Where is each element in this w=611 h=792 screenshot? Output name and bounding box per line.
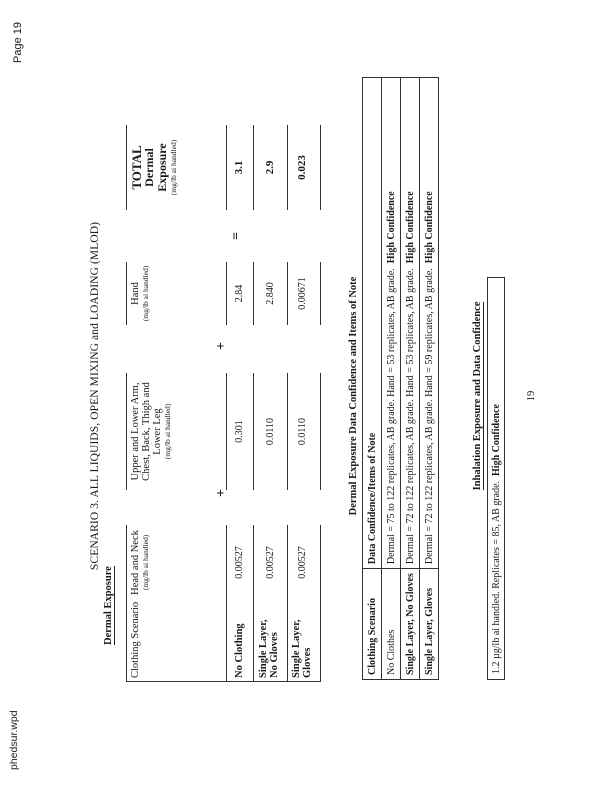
rule: [320, 125, 321, 210]
rule: [320, 262, 321, 325]
file-name-label: phedsur.wpd: [8, 710, 20, 770]
rule: [226, 373, 227, 490]
confidence-level: High Confidence: [385, 191, 397, 264]
row-label-single-layer-no-gloves: Single Layer, No Gloves: [258, 619, 280, 678]
row-label-single-layer-gloves: Single Layer, Gloves: [291, 619, 313, 678]
col-header-total-line1: TOTAL: [129, 145, 144, 190]
page-header-label: Page 19: [12, 22, 24, 63]
cell-total: 2.9: [264, 160, 276, 175]
col-header-total: [130, 125, 178, 210]
rule: [287, 262, 288, 325]
cell-total: 3.1: [233, 160, 245, 175]
col-header-upper: [130, 373, 172, 490]
header-clothing-scenario: Clothing Scenario: [363, 569, 382, 680]
unit-label: (mg/lb ai handled): [169, 139, 178, 196]
rule: [320, 373, 321, 490]
rule: [126, 125, 127, 210]
scenario-title: SCENARIO 3. ALL LIQUIDS, OPEN MIXING and LOADING (MLOD): [89, 221, 101, 571]
inhalation-confidence: High Confidence: [491, 404, 502, 476]
rule: [253, 125, 254, 210]
rule: [126, 373, 127, 490]
inhalation-title-text: Inhalation Exposure and Data Confidence: [472, 301, 483, 491]
note-text: Dermal = 72 to 122 replicates, AB grade. Hand = 59 replicates, AB grade.: [423, 268, 435, 565]
table-header-row: [363, 78, 382, 680]
rule: [226, 525, 227, 600]
col-header-total-line2: Dermal Exposure: [142, 143, 169, 192]
unit-label: (mg/lb ai handled): [163, 403, 172, 460]
cell-scenario: No Clothes: [382, 569, 401, 680]
cell-scenario: Single Layer, No Gloves: [401, 569, 420, 680]
cell-upper: 0.0110: [265, 417, 276, 446]
cell-note: [382, 78, 401, 569]
table-row: [382, 78, 401, 680]
rule: [287, 525, 288, 600]
page-number-footer: 19: [526, 390, 537, 402]
row-label-no-clothing: No Clothing: [234, 623, 245, 678]
inhalation-box: [487, 277, 505, 680]
unit-label: (mg/lb ai handled): [141, 265, 150, 322]
cell-note: [420, 78, 439, 569]
cell-hand: 0.00671: [297, 277, 308, 310]
cell-head-neck: 0.00527: [234, 546, 245, 579]
table-row: [420, 78, 439, 680]
header-data-confidence: Data Confidence/Items of Note: [363, 78, 382, 569]
equals-operator: =: [229, 232, 244, 240]
rule: [253, 262, 254, 325]
plus-operator: +: [214, 342, 229, 350]
rule: [253, 373, 254, 490]
note-text: Dermal = 75 to 122 replicates, AB grade. Hand = 53 replicates, AB grade.: [385, 268, 397, 565]
col-header-head-neck: [130, 525, 150, 600]
cell-head-neck: 0.00527: [297, 546, 308, 579]
rule: [126, 525, 127, 600]
cell-scenario: Single Layer, Gloves: [420, 569, 439, 680]
cell-note: [401, 78, 420, 569]
cell-head-neck: 0.00527: [265, 546, 276, 579]
rule: [226, 262, 227, 325]
cell-total: 0.023: [296, 155, 308, 180]
inhalation-title: [472, 0, 483, 792]
col-header-head-neck-text: Head and Neck: [130, 530, 141, 595]
col-header-scenario-text: Clothing Scenario: [130, 601, 141, 678]
col-header-upper-text: Upper and Lower Arm, Chest, Back, Thigh and Lower Leg: [130, 382, 163, 481]
cell-hand: 2.840: [265, 282, 276, 305]
confidence-level: High Confidence: [404, 191, 416, 264]
cell-hand: 2.84: [234, 284, 245, 303]
table-row: [401, 78, 420, 680]
cell-upper: 0.0110: [297, 417, 308, 446]
rule: [320, 525, 321, 600]
rule: [287, 373, 288, 490]
col-header-hand: [130, 262, 150, 325]
unit-label: (mg/lb ai handled): [141, 534, 150, 591]
table-border: [126, 681, 320, 682]
cell-upper: 0.301: [234, 420, 245, 443]
confidence-table-title: Dermal Exposure Data Confidence and Items of Note: [348, 276, 359, 516]
confidence-table: [362, 77, 439, 680]
inhalation-text: 1.2 µg/lb ai handled. Replicates = 85, AB grade.: [491, 480, 502, 674]
confidence-level: High Confidence: [423, 191, 435, 264]
note-text: Dermal = 72 to 122 replicates, AB grade. Hand = 53 replicates, AB grade.: [404, 268, 416, 565]
rule: [253, 525, 254, 600]
dermal-exposure-label: Dermal Exposure: [103, 566, 114, 645]
rule: [126, 262, 127, 325]
col-header-hand-text: Hand: [130, 282, 141, 305]
plus-operator: +: [214, 489, 229, 497]
rule: [226, 125, 227, 210]
rule: [287, 125, 288, 210]
